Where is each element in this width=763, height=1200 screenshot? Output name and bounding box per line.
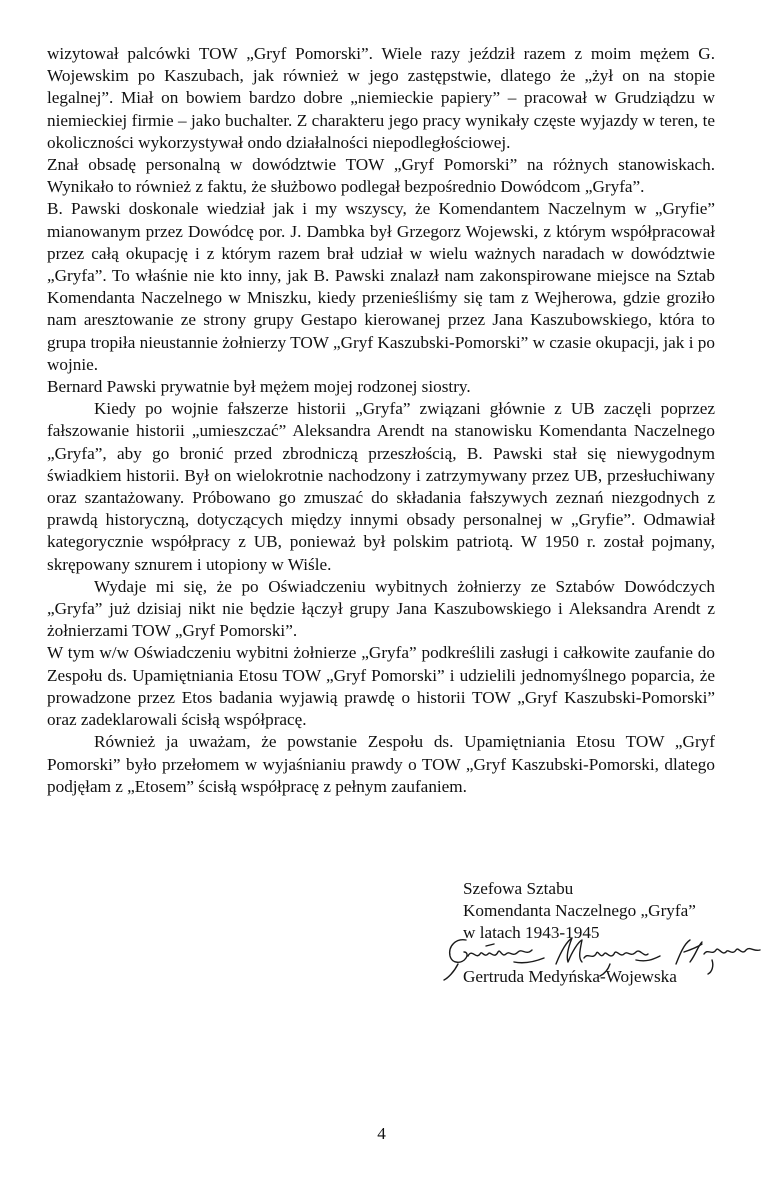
paragraph-8: Również ja uważam, że powstanie Zespołu ds. Upamiętniania Etosu TOW „Gryf Pomorski” było przełomem w wyjaśnianiu prawdy o TOW „Gryf Kaszubski-Pomorski, dlatego podjęłam z „Etosem” ścisłą współpracę z pełnym zaufaniem.	[47, 732, 715, 796]
signatory-office: Komendanta Naczelnego „Gryfa”	[463, 901, 696, 921]
body-text	[47, 43, 715, 798]
signatory-years: w latach 1943-1945	[463, 923, 600, 943]
paragraph-7: W tym w/w Oświadczeniu wybitni żołnierze „Gryfa” podkreślili zasługi i całkowite zaufanie do Zespołu ds. Upamiętniania Etosu TOW „Gryf Pomorski” i udzielili jednomyślnego poparcia, że prowadzone przez Etos badania wyjawią prawdę o historii TOW „Gryf Kaszubski-Pomorski” oraz zadeklarowali ścisłą współpracę.	[47, 643, 715, 730]
page-number: 4	[377, 1124, 386, 1143]
signatory-name: Gertruda Medyńska-Wojewska	[463, 967, 677, 986]
paragraph-2: Znał obsadę personalną w dowództwie TOW „Gryf Pomorski” na różnych stanowiskach. Wynikało to również z faktu, że służbowo podlegał bezpośrednio Dowódcom „Gryfa”.	[47, 155, 715, 197]
paragraph-5: Kiedy po wojnie fałszerze historii „Gryfa” związani głównie z UB zaczęli poprzez fałszowanie historii „umieszczać” Aleksandra Arendt na stanowisku Komendanta Naczelnego „Gryfa”, aby go bronić przed zbrodniczą przeszłością, B. Pawski stał się niewygodnym świadkiem historii. Był on wielokrotnie nachodzony i zatrzymywany przez UB, przesłuchiwany oraz szantażowany. Próbowano go zmuszać do składania fałszywych zeznań niezgodnych z prawdą historyczną, dotyczących między innymi obsady personalnej w „Gryfie”. Odmawiał kategorycznie współpracy z UB, ponieważ był polskim patriotą. W 1950 r. został pojmany, skrępowany sznurem i utopiony w Wiśle.	[47, 399, 715, 574]
paragraph-4: Bernard Pawski prywatnie był mężem mojej rodzonej siostry.	[47, 377, 471, 397]
paragraph-6: Wydaje mi się, że po Oświadczeniu wybitnych żołnierzy ze Sztabów Dowódczych „Gryfa” już dzisiaj nikt nie będzie łączył grupy Jana Kaszubowskiego i Aleksandra Arendt z żołnierzami TOW „Gryf Pomorski”.	[47, 576, 715, 641]
paragraph-1: wizytował palcówki TOW „Gryf Pomorski”. Wiele razy jeździł razem z moim mężem G. Wojewskim po Kaszubach, jak również w jego zastępstwie, dlatego że „żył on na stopie legalnej”. Miał on bowiem bardzo dobre „niemieckie papiery” – pracował w Grudziądzu w niemieckiej firmie – jako buchalter. Z charakteru jego pracy wynikały częste wyjazdy w teren, te okoliczności wykorzystywał ondo działalności niepodległościowej.	[47, 44, 715, 152]
signatory-title: Szefowa Sztabu	[463, 879, 574, 898]
paragraph-3: B. Pawski doskonale wiedział jak i my wszyscy, że Komendantem Naczelnym w „Gryfie” mianowanym przez Dowódcę por. J. Dambka był Grzegorz Wojewski, z którym współpracował przez całą okupację i z którym razem brał udział w wielu ważnych naradach w dowództwie „Gryfa”. To właśnie nie kto inny, jak B. Pawski znalazł nam zakonspirowane miejsce na Sztab Komendanta Naczelnego w Mniszku, kiedy przenieśliśmy się tam z Wejherowa, gdzie groziło nam aresztowanie ze strony grupy Gestapo kierowanej przez Jana Kaszubowskiego, która to grupa tropiła nieustannie żołnierzy TOW „Gryf Kaszubski-Pomorski” w czasie okupacji, jak i po wojnie.	[47, 199, 715, 374]
